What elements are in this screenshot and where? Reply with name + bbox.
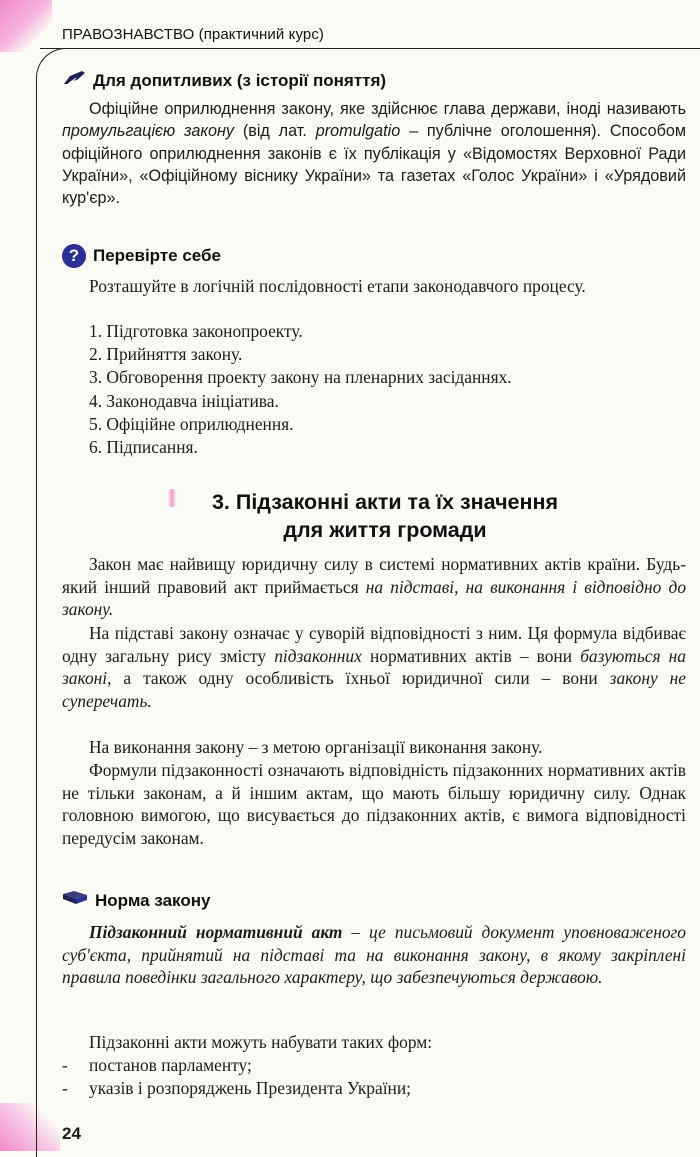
section-title: 3. Підзаконні акти та їх значення для життя громади xyxy=(211,490,559,542)
body-paragraph-4: Формули підзаконності означають відповідність підзаконних нормативних актів не тільки законам, а й іншим актам, що мають більшу юридичну силу. Однак головною вимогою, що висувається до підзаконних актів, є вимога відповідності передусім законам. xyxy=(62,760,686,848)
body-paragraph-1: Закон має найвищу юридичну силу в системі нормативних актів країни. Будь-який інший правовий акт приймається на підставі, на виконання і відповідно до закону. xyxy=(62,554,687,620)
list-item: - постанов парламенту; xyxy=(62,1054,411,1077)
page-number: 24 xyxy=(62,1124,81,1143)
check-intro: Розташуйте в логічній послідовності етапи законодавчого процесу. xyxy=(89,276,586,296)
corner-decoration xyxy=(0,0,52,52)
curious-heading xyxy=(62,70,386,91)
norm-definition: Підзаконний нормативний акт – це письмовий документ уповноваженого суб'єкта, прийнятий на підставі та на виконання закону, в якому закріплені правила поведінки загального характеру, що забезпечуються державою. xyxy=(62,922,686,988)
list-item: 1. Підготовка законопроекту. xyxy=(89,321,303,341)
list-item: 4. Законодавча ініціатива. xyxy=(89,390,279,411)
forms-intro: Підзаконні акти можуть набувати таких форм: xyxy=(89,1032,433,1052)
curious-paragraph: Офіційне оприлюднення закону, яке здійснює глава держави, іноді називають промульгацією закону (від лат. promulgatio – публічне оголошення). Способом офіційного оприлюднення законів є їх публікація у «Відомостях Верховної Ради України», «Офіційному віснику України» та газетах «Голос України» і «Урядовий кур'єр». xyxy=(62,100,686,208)
forms-list xyxy=(62,1054,411,1099)
curious-heading-text: Для допитливих (з історії поняття) xyxy=(93,70,387,90)
norm-heading xyxy=(62,890,210,911)
check-heading-text: Перевірте себе xyxy=(93,246,221,265)
quill-icon xyxy=(62,70,86,91)
margin-frame-line xyxy=(36,80,37,1157)
running-head: ПРАВОЗНАВСТВО (практичний курс) xyxy=(62,26,325,43)
book-icon xyxy=(62,890,88,911)
list-item: - указів і розпоряджень Президента України; xyxy=(62,1077,411,1100)
header-rule xyxy=(40,48,700,49)
steps-list xyxy=(89,320,512,459)
norm-heading-text: Норма закону xyxy=(95,890,211,910)
check-heading xyxy=(62,244,221,268)
list-item: 5. Офіційне оприлюднення. xyxy=(89,413,294,434)
list-item: 6. Підписання. xyxy=(89,437,198,458)
body-paragraph-3: На виконання закону – з метою організації виконання закону. xyxy=(89,737,543,757)
body-paragraph-2: На підставі закону означає у суворій відповідності з ним. Ця формула відбиває одну загальну рису змісту підзаконних нормативних актів – вони базуються на законі, а також одну особливість їхньої юридичної сили – вони закону не суперечать. xyxy=(62,623,687,711)
corner-decoration-bottom xyxy=(0,1103,60,1151)
list-item: 3. Обговорення проекту закону на пленарних засіданнях. xyxy=(89,367,512,388)
list-item: 2. Прийняття закону. xyxy=(89,344,243,365)
question-icon: ? xyxy=(62,244,86,268)
